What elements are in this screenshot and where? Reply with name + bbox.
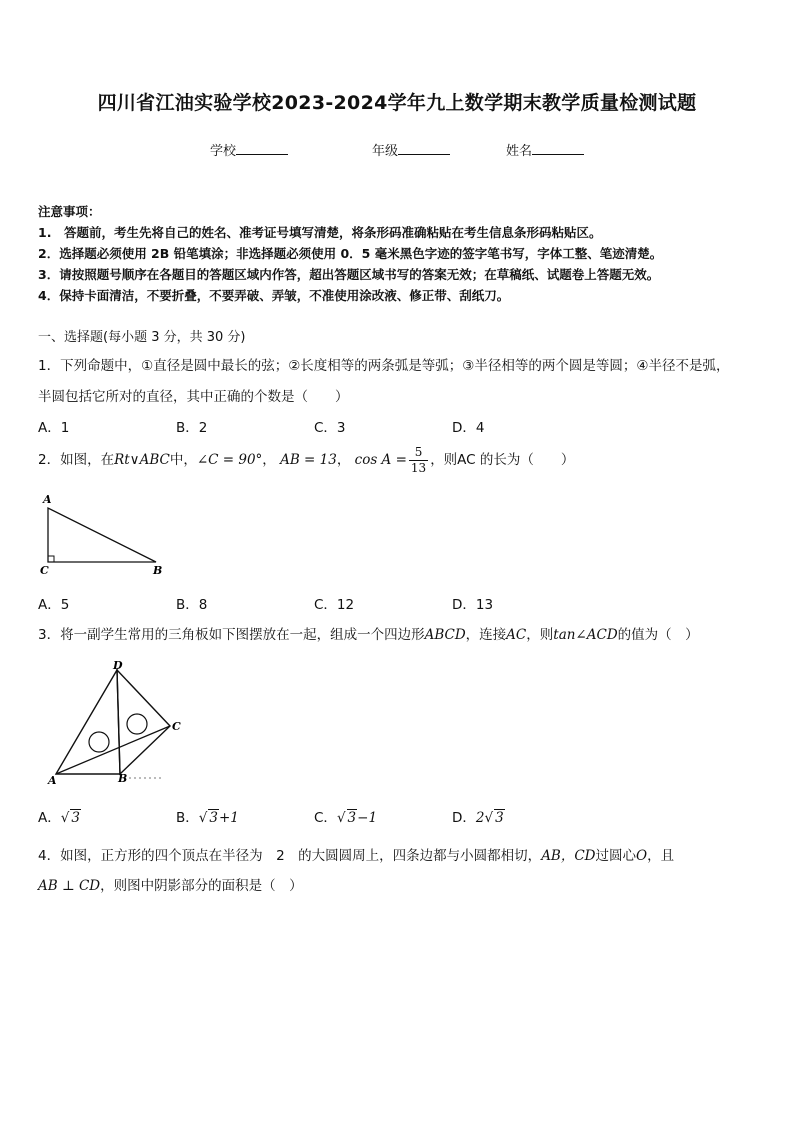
name-field: 姓名	[506, 140, 584, 159]
q3-triangle-bcd	[117, 670, 170, 774]
q1-option-b: B．2	[176, 420, 208, 436]
school-blank	[236, 142, 288, 155]
q2-label-c: C	[40, 564, 49, 577]
q3-label-d: D	[113, 659, 123, 672]
q1-line1: 1．下列命题中，①直径是圆中最长的弦；②长度相等的两条弧是等弧；③半径相等的两个圆是等圆；④半径不是弧，	[38, 358, 730, 374]
grade-field: 年级	[372, 140, 450, 159]
notes-heading: 注意事项：	[38, 204, 101, 219]
q3-label-c: C	[172, 720, 181, 733]
q2-triangle	[48, 508, 156, 562]
q3-circle-left	[89, 732, 109, 752]
q2-option-c: C．12	[314, 597, 355, 613]
q2-label-a: A	[43, 493, 52, 506]
q2-option-a: A．5	[38, 597, 70, 613]
q3-circle-right	[127, 714, 147, 734]
q3-option-c: C．√ 3−1	[314, 810, 378, 826]
q1-option-a: A．1	[38, 420, 70, 436]
q2-label-b: B	[153, 564, 163, 577]
note-3: 3．请按照题号顺序在各题目的答题区域内作答，超出答题区域书写的答案无效；在草稿纸、试题卷上答题无效。	[38, 267, 660, 282]
q1-option-c: C．3	[314, 420, 346, 436]
q3-triangles-figure	[44, 658, 194, 788]
note-4: 4．保持卡面清洁，不要折叠，不要弄破、弄皱，不准使用涂改液、修正带、刮纸刀。	[38, 288, 510, 303]
q3-stem: 3．将一副学生常用的三角板如下图摆放在一起，组成一个四边形ABCD，连接AC，则tan∠ACD的值为（ ）	[38, 627, 699, 643]
q2-option-d: D．13	[452, 597, 494, 613]
note-2: 2．选择题必须使用 2B 铅笔填涂；非选择题必须使用 0．5 毫米黑色字迹的签字笔书写，字体工整、笔迹清楚。	[38, 246, 663, 261]
q3-option-a: A．√ 3	[38, 810, 80, 826]
q1-line2: 半圆包括它所对的直径，其中正确的个数是（ ）	[38, 389, 349, 405]
q2-stem: 2．如图，在Rt∨ABC中，∠C = 90°， AB = 13， cos A = $\frac{5}{13}$ ，则AC 的长为（ ）	[38, 444, 575, 475]
q2-fraction: $\frac{5}{13}$	[410, 444, 427, 475]
school-field: 学校	[210, 140, 288, 159]
q2-triangle-figure	[36, 490, 166, 578]
grade-blank	[398, 142, 450, 155]
name-blank	[532, 142, 584, 155]
q2-option-b: B．8	[176, 597, 208, 613]
section-heading: 一、选择题(每小题 3 分，共 30 分)	[38, 330, 246, 345]
q4-line1: 4．如图，正方形的四个顶点在半径为 2 的大圆圆周上，四条边都与小圆都相切，AB，CD过圆心O，且	[38, 848, 675, 864]
q3-triangle-abd	[56, 670, 120, 774]
q3-option-b: B．√ 3+1	[176, 810, 239, 826]
q1-option-d: D．4	[452, 420, 485, 436]
note-1: 1. 答题前，考生先将自己的姓名、准考证号填写清楚，将条形码准确粘贴在考生信息条形码粘贴区。	[38, 225, 602, 240]
q3-label-b: B	[118, 772, 128, 785]
q2-right-angle-mark	[48, 556, 54, 562]
q4-line2: AB ⊥ CD，则图中阴影部分的面积是（ ）	[38, 878, 303, 894]
q3-diagonal-ac	[56, 726, 170, 774]
page-title: 四川省江油实验学校2023-2024学年九上数学期末教学质量检测试题	[97, 92, 697, 114]
q3-label-a: A	[48, 774, 57, 787]
q3-option-d: D．2√ 3	[452, 810, 504, 826]
